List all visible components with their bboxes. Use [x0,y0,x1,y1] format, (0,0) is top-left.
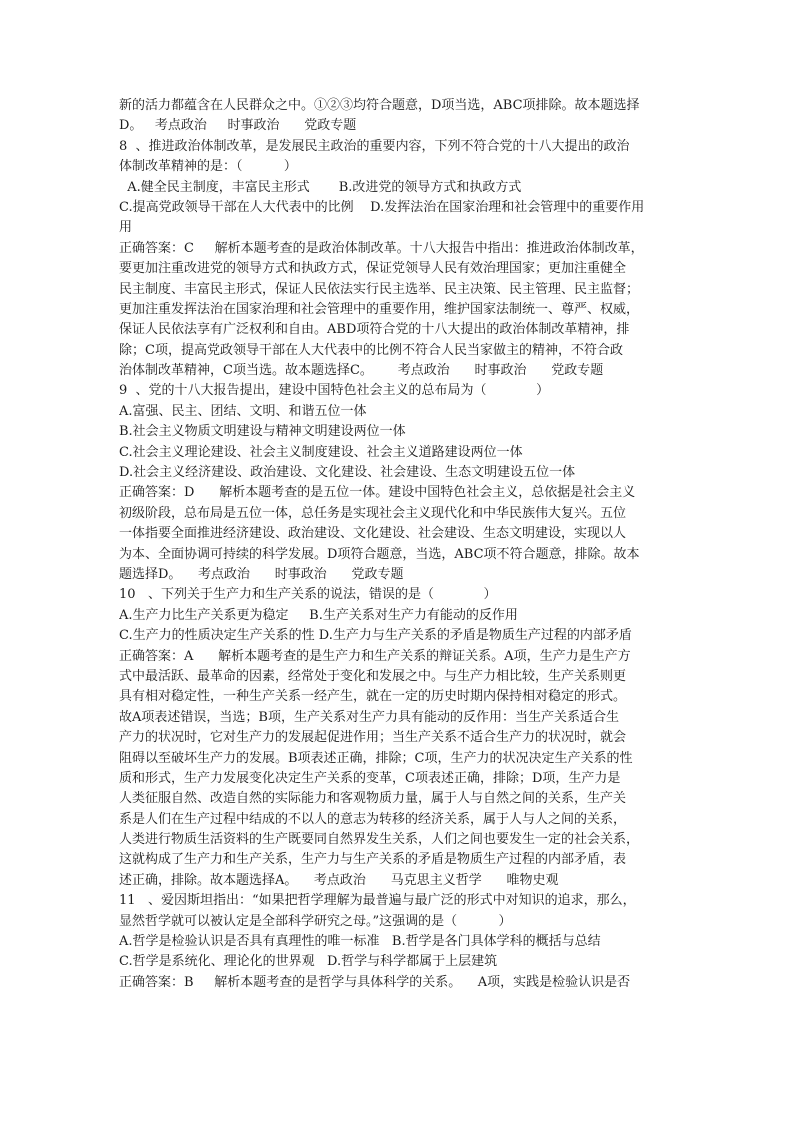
text-line: 具有相对稳定性，一种生产关系一经产生，就在一定的历史时期内保持相对稳定的形式。 [119,689,627,705]
text-line: 人类征服自然、改造自然的实际能力和客观物质力量，属于人与自然之间的关系，生产关 [119,791,627,807]
text-line: 人类进行物质生活资料的生产既要同自然界发生关系，人们之间也要发生一定的社会关系， [119,832,640,848]
text-line: 体制改革精神的是：（ ） [119,159,297,175]
text-line: A.生产力比生产关系更为稳定 B.生产关系对生产力有能动的反作用 [119,607,518,623]
text-line: 治体制改革精神，C项当选。故本题选择C。 考点政治 时事政治 党政专题 [119,363,604,379]
document-page [119,96,681,993]
text-line: 初级阶段，总布局是五位一体，总任务是实现社会主义现代化和中华民族伟大复兴。五位 [119,505,627,521]
text-line: 10 、下列关于生产力和生产关系的说法，错误的是（ ） [119,587,497,603]
text-line: 一体指要全面推进经济建设、政治建设、文化建设、社会建设、生态文明建设，实现以人 [119,526,627,542]
text-line: 式中最活跃、最革命的因素，经常处于变化和发展之中。与生产力相比较，生产关系则更 [119,668,627,684]
text-line: 更加注重发挥法治在国家治理和社会管理中的重要作用，维护国家法制统一、尊严、权威， [119,301,640,317]
text-line: A.富强、民主、团结、文明、和谐五位一体 [119,403,367,419]
text-line: B.社会主义物质文明建设与精神文明建设两位一体 [119,424,406,440]
text-line: 8 、推进政治体制改革，是发展民主政治的重要内容，下列不符合党的十八大提出的政治 [119,138,630,154]
text-line: 系是人们在生产过程中结成的不以人的意志为转移的经济关系，属于人与人之间的关系， [119,811,627,827]
text-line: 要更加注重改进党的领导方式和执政方式，保证党领导人民有效治理国家；更加注重健全 [119,261,627,277]
text-line: 11 、爱因斯坦指出：“如果把哲学理解为最普遍与最广泛的形式中对知识的追求，那么， [119,893,636,909]
text-line: 正确答案：D 解析本题考查的是五位一体。建设中国特色社会主义，总依据是社会主义 [119,485,636,501]
text-line: 显然哲学就可以被认定是全部科学研究之母。”这强调的是（ ） [119,913,512,929]
text-line: C.提高党政领导干部在人大代表中的比例 D.发挥法治在国家治理和社会管理中的重要作用 [119,199,645,215]
text-line: 述正确，排除。故本题选择A。 考点政治 马克思主义哲学 唯物史观 [119,872,559,888]
text-line: 除；C项，提高党政领导干部在人大代表中的比例不符合人民当家做主的精神，不符合政 [119,342,623,358]
text-line: 质和形式，生产力发展变化决定生产关系的变革，C项表述正确，排除；D项，生产力是 [119,770,621,786]
text-line: 新的活力都蕴含在人民群众之中。①②③均符合题意，D项当选，ABC项排除。故本题选择 [119,98,640,113]
text-line: C.生产力的性质决定生产关系的性 D.生产力与生产关系的矛盾是物质生产过程的内部矛盾 [119,628,632,644]
text-line: 阻碍以至破坏生产力的发展。B项表述正确，排除；C项，生产力的状况决定生产关系的性 [119,750,633,766]
text-line: 正确答案：A 解析本题考查的是生产力和生产关系的辩证关系。A项，生产力是生产方 [119,648,631,664]
text-line: 保证人民依法享有广泛权利和自由。ABD项符合党的十八大提出的政治体制改革精神，排 [119,322,630,338]
text-line: D.社会主义经济建设、政治建设、文化建设、社会建设、生态文明建设五位一体 [119,465,576,481]
text-line: 故A项表述错误，当选；B项，生产关系对生产力具有能动的反作用：当生产关系适合生 [119,709,619,725]
text-line: 正确答案：C 解析本题考查的是政治体制改革。十八大报告中指出：推进政治体制改革， [119,240,644,256]
text-line: 民主制度、丰富民主形式，保证人民依法实行民主选举、民主决策、民主管理、民主监督； [119,281,640,297]
text-line: 这就构成了生产力和生产关系，生产力与生产关系的矛盾是物质生产过程的内部矛盾，表 [119,852,627,868]
text-line: 产力的状况时，它对生产力的发展起促进作用；当生产关系不适合生产力的状况时，就会 [119,730,627,746]
text-line: 正确答案：B 解析本题考查的是哲学与具体科学的关系。 A项，实践是检验认识是否 [119,974,631,990]
text-line: 9 、党的十八大报告提出，建设中国特色社会主义的总布局为（ ） [119,383,550,399]
text-line: 用 [119,220,133,236]
text-line: 为本、全面协调可持续的科学发展。D项符合题意，当选，ABC项不符合题意，排除。故本 [119,546,640,562]
text-line: C.哲学是系统化、理论化的世界观 D.哲学与科学都属于上层建筑 [119,954,498,970]
text-line: 题选择D。 考点政治 时事政治 党政专题 [119,566,404,582]
text-line: A.哲学是检验认识是否具有真理性的唯一标准 B.哲学是各门具体学科的概括与总结 [119,934,601,950]
text-line: D。 考点政治 时事政治 党政专题 [119,118,357,134]
text-line: A.健全民主制度，丰富民主形式 B.改进党的领导方式和执政方式 [119,179,522,195]
text-line: C.社会主义理论建设、社会主义制度建设、社会主义道路建设两位一体 [119,444,523,460]
